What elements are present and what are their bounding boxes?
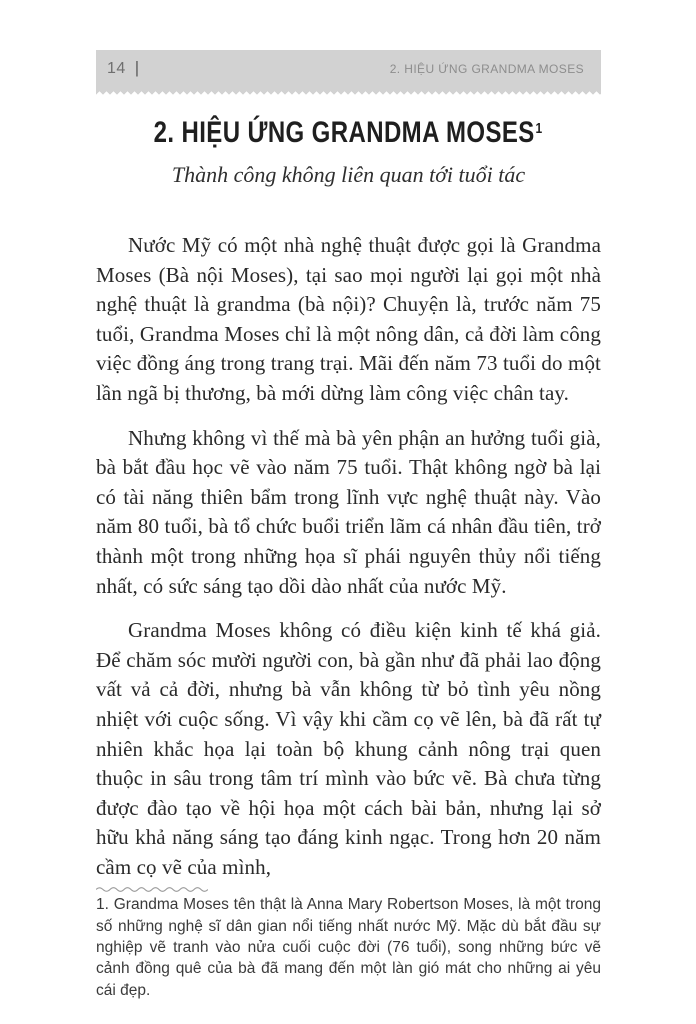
chapter-title-label: 2. HIỆU ỨNG GRANDMA MOSES <box>154 116 536 149</box>
paragraph: Nước Mỹ có một nhà nghệ thuật được gọi là Grandma Moses (Bà nội Moses), tại sao mọi người lại gọi một nhà nghệ thuật là grandma (bà nội)? Chuyện là, trước năm 75 tuổi, Grandma Moses chỉ là một nông dân, cả đời làm công việc đồng áng trong trang trại. Mãi đến năm 73 tuổi do một lần ngã bị thương, bà mới dừng làm công việc chân tay. <box>96 233 601 405</box>
text-column <box>96 0 601 1001</box>
page-header-bar <box>96 50 601 87</box>
chapter-title <box>96 112 601 150</box>
page-number-group <box>107 59 139 79</box>
chapter-title-footnote-ref: 1 <box>535 120 543 137</box>
chapter-subtitle: Thành công không liên quan tới tuổi tác <box>171 162 526 187</box>
running-header: 2. HIỆU ỨNG GRANDMA MOSES <box>389 61 584 76</box>
footnote-text: 1. Grandma Moses tên thật là Anna Mary Robertson Moses, là một trong số những nghệ sĩ dân gian nổi tiếng nhất nước Mỹ. Mặc dù bắt đầu sự nghiệp vẽ tranh vào nửa cuối cuộc đời (76 tuổi), song những bức vẽ cảnh đồng quê của bà đã mang đến một làn gió mát cho những ai yêu cái đẹp. <box>96 896 601 999</box>
page-number: 14 <box>107 59 126 77</box>
paragraph: Grandma Moses không có điều kiện kinh tế khá giả. Để chăm sóc mười người con, bà gần như đã phải lao động vất vả cả đời, nhưng bà vẫn không từ bỏ tình yêu nồng nhiệt với cuộc sống. Vì vậy khi cầm cọ vẽ lên, bà đã rất tự nhiên khắc họa lại toàn bộ khung cảnh nông trại quen thuộc in sâu trong tâm trí mình vào bức vẽ. Bà chưa từng được đào tạo về hội họa một cách bài bản, nhưng lại sở hữu khả năng sáng tạo đáng kinh ngạc. Trong hơn 20 năm cầm cọ vẽ của mình, <box>96 618 601 879</box>
paragraph: Nhưng không vì thế mà bà yên phận an hưởng tuổi già, bà bắt đầu học vẽ vào năm 75 tuổi. Thật không ngờ bà lại có tài năng thiên bẩm trong lĩnh vực nghệ thuật này. Vào năm 80 tuổi, bà tổ chức buổi triển lãm cá nhân đầu tiên, trở thành một trong những họa sĩ phái nguyên thủy nổi tiếng nhất, có sức sáng tạo dồi dào nhất của nước Mỹ. <box>96 425 601 598</box>
page-number-separator: | <box>134 57 140 77</box>
chapter-title-text <box>154 112 543 150</box>
body-text <box>96 231 601 882</box>
footnote-divider <box>96 885 208 892</box>
